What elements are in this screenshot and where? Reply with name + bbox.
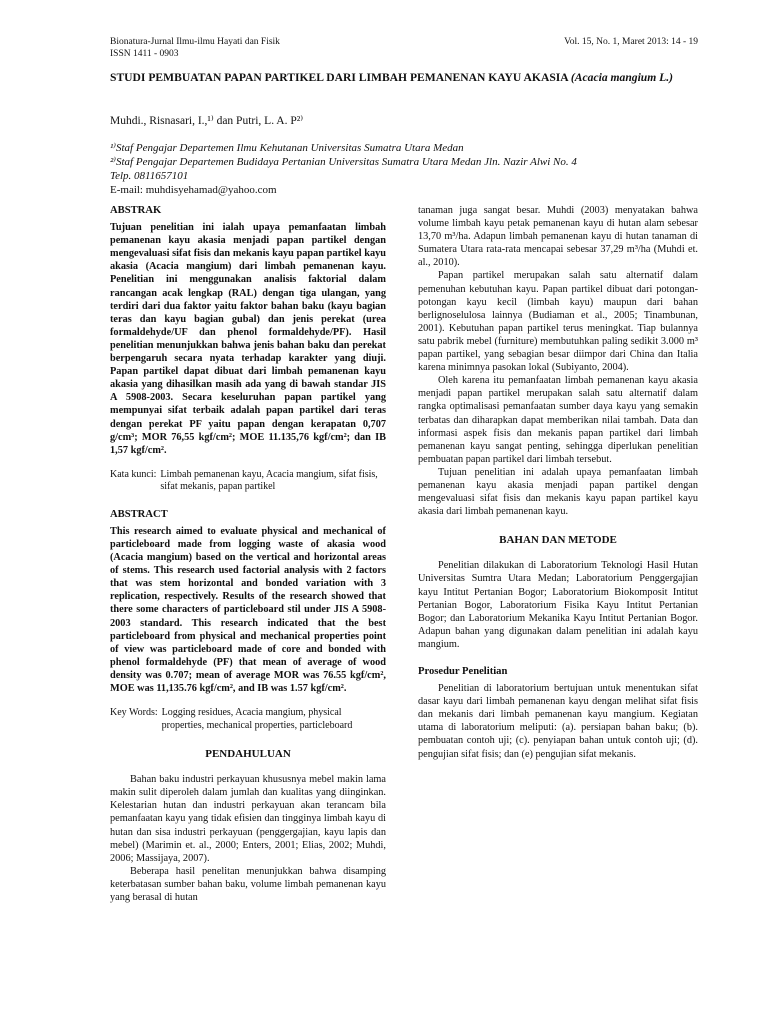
kata-kunci-text: Limbah pemanenan kayu, Acacia mangium, sifat fisis, sifat mekanis, papan partikel xyxy=(160,468,378,493)
email: E-mail: muhdisyehamad@yahoo.com xyxy=(110,184,277,196)
key-words-text: Logging residues, Acacia mangium, physical properties, mechanical properties, particleboard xyxy=(161,707,353,731)
pendahuluan-paragraph-1: Bahan baku industri perkayuan khususnya mebel makin lama makin sulit diperoleh dalam jumlah dan kualitas yang diinginkan. Kelestarian hutan dan industri perkayuan akan terancam bila pemanfaatan kayu yang tidak efisien dan tingginya limbah kayu di hutan dan sisa industri perkayuan (penggergajian, kayu lapis dan mebel) (Marimin et. al., 2000; Enters, 2001; Elias, 2002; Muhdi, 2006; Massijaya, 2007). xyxy=(110,774,386,864)
affiliation-1: ¹⁾Staf Pengajar Departemen Ilmu Kehutanan Universitas Sumatra Utara Medan xyxy=(110,142,464,154)
right-column xyxy=(418,204,698,761)
abstrak-body: Tujuan penelitian ini ialah upaya pemanfaatan limbah pemanenan kayu akasia menjadi papan partikel dengan mengevaluasi sifat fisis dan mekanis kayu papan partikel kayu akasia (Acacia mangium) dari limbah pemanenan kayu. Penelitian ini menggunakan analisis faktorial dalam rancangan acak lengkap (RAL) dengan tiga ulangan, yang terdiri dari dua faktor yaitu faktor bahan baku (kayu bagian teras dan kayu bagian gubal) dan jenis perekat (urea formaldehyde/UF dan phenol formaldehyde/PF). Hasil penelitian menunjukkan bahwa jenis bahan baku dan perekat berpengaruh secara nyata terhadap karakter yang diuji. Papan partikel dapat dibuat dari limbah pemanenan kayu akasia yang dihasilkan masih ada yang di bawah standar JIS A 5908-2003. Secara keseluruhan papan partikel yang mempunyai sifat terbaik adalah papan partikel dari teras dengan perekat PF yaitu papan dengan kerapatan 0,707 g/cm³; MOR 76,55 kgf/cm²; MOE 11.135,76 kgf/cm²; dan IB 1,57 kgf/cm². xyxy=(110,222,386,456)
abstract-heading: ABSTRACT xyxy=(110,508,168,520)
pendahuluan-paragraph-2: Beberapa hasil penelitan menunjukkan bahwa disamping keterbatasan sumber bahan baku, volume limbah pemanenan kayu yang berasal di hutan xyxy=(110,865,386,904)
abstrak-heading: ABSTRAK xyxy=(110,205,162,216)
author-list: Muhdi., Risnasari, I.,¹⁾ dan Putri, L. A. P²⁾ xyxy=(110,115,304,127)
kata-kunci xyxy=(110,469,386,494)
affiliations xyxy=(110,141,710,197)
key-words xyxy=(110,707,386,732)
title-scientific-name: (Acacia mangium L.) xyxy=(570,71,674,84)
prosedur-paragraph: Penelitian di laboratorium bertujuan untuk menentukan sifat dasar kayu dari limbah pemanenan kayu dengan melihat sifat fisis dan mekanis dari limbah pemanenan kayu mangium. Kegiatan utama di laboratorium meliputi: (a). persiapan bahan baku; (b). pembuatan contoh uji; (c). penyiapan bahan untuk contoh uji; (d). pengujian sifat fisis; dan (e) pengujian sifat mekanis. xyxy=(418,683,698,760)
title-main: STUDI PEMBUATAN PAPAN PARTIKEL DARI LIMBAH PEMANENAN KAYU AKASIA xyxy=(110,71,569,84)
pendahuluan-heading: PENDAHULUAN xyxy=(205,748,291,761)
running-header-right xyxy=(564,36,698,48)
bahan-metode-heading: BAHAN DAN METODE xyxy=(499,534,617,547)
abstract-body: This research aimed to evaluate physical and mechanical of particleboard made from logging waste of akasia wood (Acacia mangium) based on the vertical and horizontal areas of stems. This research used factorial analysis with 2 factors that was stem horizontal and bonded variation with 3 replication, respectively. Results of the research showed that there some characters of particleboard stil under JIS A 5908-2003 standard. This research indicated that the best particleboard from physical and mechanical properties point of view was particleboard made of core and bonded with phenol formaldehyde (PF) that mean of average of wood density was 0.707; mean of average MOR was 76.55 kgf/cm², MOE was 11,135.76 kgf/cm², and IB was 1.57 kgf/cm². xyxy=(110,525,386,694)
kata-kunci-label: Kata kunci: xyxy=(110,468,157,480)
left-column xyxy=(110,204,386,904)
affiliation-2: ²⁾Staf Pengajar Departemen Budidaya Pertanian Universitas Sumatra Utara Medan Jln. Nazir Alwi No. 4 xyxy=(110,156,577,168)
intro-paragraph-pemanfaatan: Oleh karena itu pemanfaatan limbah pemanenan kayu akasia menjadi papan partikel merupakan salah satu alternatif dalam rangka optimalisasi pemanfaatan sumber daya kayu yang semakin terbatas dan diharapkan dapat memberikan nilai tambah. Data dan informasi aspek fisis dan mekanis papan partikel dari limbah pemanenan kayu sangat penting, sehingga diperlukan penelitian pembuatan papan partikel dari limbah tersebut. xyxy=(418,375,698,465)
intro-paragraph-papan: Papan partikel merupakan salah satu alternatif dalam pemenuhan kebutuhan kayu. Papan partikel dibuat dari potongan-potongan kayu kecil (limbah kayu) maupun dari bahan berlignoselulosa lainnya (Budiaman et al., 2005; Tinambunan, 2001). Kebutuhan papan partikel terus meningkat. Tiap bulannya satu pabrik mebel (furniture) membutuhkan paling sedikit 3.000 m³ papan partikel, yang sebagian besar diimpor dari China dan Italia karena minimnya pasokan lokal (Subiyanto, 2004). xyxy=(418,270,698,374)
issn: ISSN 1411 - 0903 xyxy=(110,49,179,59)
prosedur-heading: Prosedur Penelitian xyxy=(418,666,508,677)
intro-continued-paragraph: tanaman juga sangat besar. Muhdi (2003) menyatakan bahwa volume limbah kayu petak pemanenan kayu di hutan alam sebesar 13,70 m³/ha. Adapun limbah pemanenan kayu di hutan tanaman di Sumatera Utara rata-rata mencapai sebesar 37,29 m³/ha (Muhdi et. al., 2010). xyxy=(418,205,698,269)
running-header-left xyxy=(110,36,280,60)
intro-paragraph-tujuan: Tujuan penelitian ini adalah upaya pemanfaatan limbah pemanenan kayu akasia menjadi papan partikel dengan mengevaluasi sifat fisis dan mekanis kayu papan partikel kayu akasia dari limbah pemanenan kayu. xyxy=(418,466,698,518)
bahan-metode-paragraph: Penelitian dilakukan di Laboratorium Teknologi Hasil Hutan Universitas Sumtra Utara Medan; Laboratorium Penggergajian kayu Intitut Pertanian Bogor; Laboratorium Biokomposit Intitut Pertanian Bogor, Laboratorium Fisika Kayu Intitut Pertanian Bogor; dan Laboratorium Mekanika Kayu Intitut Pertanian Bogor. Adapun bahan yang digunakan dalam penelitian ini adalah kayu mangium. xyxy=(418,560,698,650)
volume-info: Vol. 15, No. 1, Maret 2013: 14 - 19 xyxy=(564,37,698,47)
journal-name: Bionatura-Jurnal Ilmu-ilmu Hayati dan Fisik xyxy=(110,37,280,47)
key-words-label: Key Words: xyxy=(110,707,158,719)
telephone: Telp. 0811657101 xyxy=(110,170,189,182)
paper-title xyxy=(110,70,700,85)
